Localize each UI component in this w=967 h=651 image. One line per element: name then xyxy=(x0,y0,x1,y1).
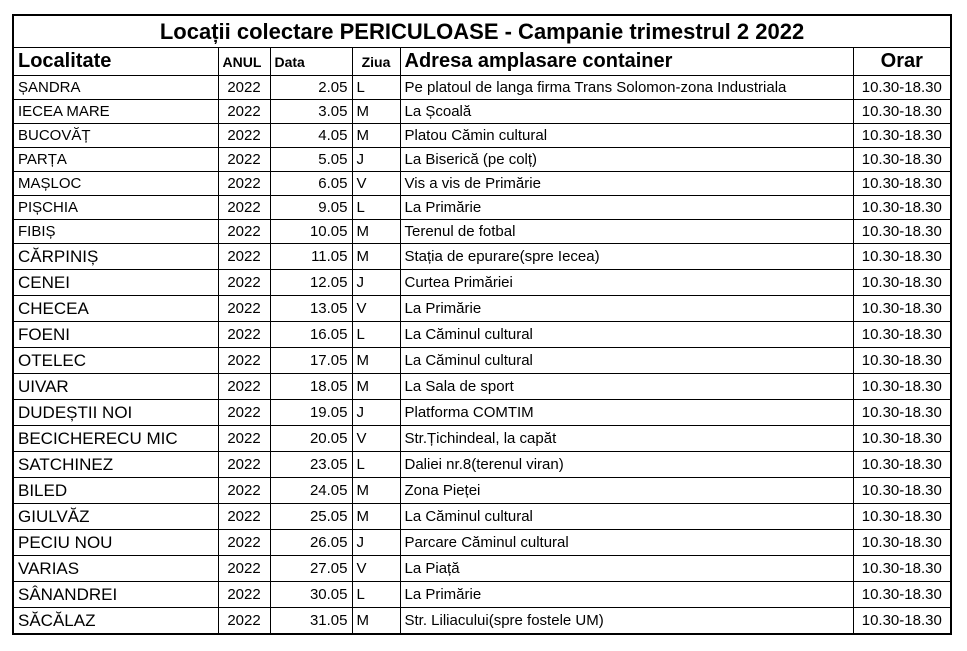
cell-address: Str.Țichindeal, la capăt xyxy=(400,426,853,452)
cell-date: 6.05 xyxy=(270,172,352,196)
cell-hours: 10.30-18.30 xyxy=(853,322,951,348)
cell-hours: 10.30-18.30 xyxy=(853,124,951,148)
table-row xyxy=(13,148,951,172)
cell-date: 16.05 xyxy=(270,322,352,348)
cell-day: M xyxy=(352,100,400,124)
cell-locality: DUDEȘTII NOI xyxy=(13,400,218,426)
header-locality: Localitate xyxy=(13,48,218,76)
cell-year: 2022 xyxy=(218,322,270,348)
cell-day: M xyxy=(352,608,400,635)
cell-locality: CĂRPINIȘ xyxy=(13,244,218,270)
cell-day: V xyxy=(352,296,400,322)
table-row xyxy=(13,348,951,374)
cell-locality: PARȚA xyxy=(13,148,218,172)
cell-locality: VARIAS xyxy=(13,556,218,582)
cell-hours: 10.30-18.30 xyxy=(853,556,951,582)
cell-date: 17.05 xyxy=(270,348,352,374)
title-row xyxy=(13,15,951,48)
cell-address: Str. Liliacului(spre fostele UM) xyxy=(400,608,853,635)
cell-day: J xyxy=(352,530,400,556)
cell-hours: 10.30-18.30 xyxy=(853,374,951,400)
cell-locality: CHECEA xyxy=(13,296,218,322)
cell-day: J xyxy=(352,270,400,296)
cell-hours: 10.30-18.30 xyxy=(853,582,951,608)
cell-address: La Sala de sport xyxy=(400,374,853,400)
cell-day: J xyxy=(352,400,400,426)
cell-date: 24.05 xyxy=(270,478,352,504)
cell-day: M xyxy=(352,504,400,530)
cell-year: 2022 xyxy=(218,100,270,124)
cell-year: 2022 xyxy=(218,530,270,556)
cell-date: 25.05 xyxy=(270,504,352,530)
cell-hours: 10.30-18.30 xyxy=(853,608,951,635)
table-row xyxy=(13,196,951,220)
cell-date: 2.05 xyxy=(270,76,352,100)
cell-date: 9.05 xyxy=(270,196,352,220)
cell-address: Platforma COMTIM xyxy=(400,400,853,426)
cell-day: M xyxy=(352,374,400,400)
cell-year: 2022 xyxy=(218,148,270,172)
cell-year: 2022 xyxy=(218,270,270,296)
cell-hours: 10.30-18.30 xyxy=(853,530,951,556)
cell-address: La Primărie xyxy=(400,582,853,608)
cell-date: 10.05 xyxy=(270,220,352,244)
table-row xyxy=(13,556,951,582)
cell-day: M xyxy=(352,124,400,148)
cell-year: 2022 xyxy=(218,76,270,100)
cell-address: Stația de epurare(spre Iecea) xyxy=(400,244,853,270)
cell-locality: SÂNANDREI xyxy=(13,582,218,608)
cell-year: 2022 xyxy=(218,504,270,530)
table-title: Locații colectare PERICULOASE - Campanie trimestrul 2 2022 xyxy=(13,15,951,48)
cell-locality: CENEI xyxy=(13,270,218,296)
cell-year: 2022 xyxy=(218,374,270,400)
cell-locality: BILED xyxy=(13,478,218,504)
cell-address: Pe platoul de langa firma Trans Solomon-zona Industriala xyxy=(400,76,853,100)
table-row xyxy=(13,172,951,196)
cell-address: La Căminul cultural xyxy=(400,504,853,530)
table-row xyxy=(13,322,951,348)
cell-year: 2022 xyxy=(218,296,270,322)
cell-date: 26.05 xyxy=(270,530,352,556)
table-row xyxy=(13,100,951,124)
cell-date: 31.05 xyxy=(270,608,352,635)
cell-year: 2022 xyxy=(218,452,270,478)
table-row xyxy=(13,296,951,322)
cell-locality: FIBIȘ xyxy=(13,220,218,244)
cell-hours: 10.30-18.30 xyxy=(853,400,951,426)
cell-hours: 10.30-18.30 xyxy=(853,452,951,478)
cell-address: La Piață xyxy=(400,556,853,582)
cell-year: 2022 xyxy=(218,582,270,608)
cell-year: 2022 xyxy=(218,478,270,504)
cell-date: 4.05 xyxy=(270,124,352,148)
cell-day: L xyxy=(352,322,400,348)
cell-locality: OTELEC xyxy=(13,348,218,374)
table-row xyxy=(13,608,951,635)
table-row xyxy=(13,426,951,452)
cell-locality: PIȘCHIA xyxy=(13,196,218,220)
header-year: ANUL xyxy=(218,48,270,76)
cell-day: V xyxy=(352,556,400,582)
cell-date: 19.05 xyxy=(270,400,352,426)
cell-locality: PECIU NOU xyxy=(13,530,218,556)
cell-locality: SĂCĂLAZ xyxy=(13,608,218,635)
cell-hours: 10.30-18.30 xyxy=(853,100,951,124)
cell-locality: BUCOVĂȚ xyxy=(13,124,218,148)
collection-schedule-table xyxy=(12,14,952,635)
cell-hours: 10.30-18.30 xyxy=(853,172,951,196)
cell-day: L xyxy=(352,196,400,220)
cell-locality: BECICHERECU MIC xyxy=(13,426,218,452)
header-day: Ziua xyxy=(352,48,400,76)
cell-address: Vis a vis de Primărie xyxy=(400,172,853,196)
cell-hours: 10.30-18.30 xyxy=(853,478,951,504)
cell-date: 12.05 xyxy=(270,270,352,296)
cell-locality: SATCHINEZ xyxy=(13,452,218,478)
cell-year: 2022 xyxy=(218,124,270,148)
cell-day: M xyxy=(352,244,400,270)
cell-year: 2022 xyxy=(218,426,270,452)
cell-hours: 10.30-18.30 xyxy=(853,348,951,374)
cell-day: V xyxy=(352,426,400,452)
cell-address: Parcare Căminul cultural xyxy=(400,530,853,556)
table-row xyxy=(13,76,951,100)
cell-day: L xyxy=(352,452,400,478)
cell-day: V xyxy=(352,172,400,196)
cell-day: J xyxy=(352,148,400,172)
cell-address: Daliei nr.8(terenul viran) xyxy=(400,452,853,478)
table-row xyxy=(13,504,951,530)
table-row xyxy=(13,374,951,400)
header-address: Adresa amplasare container xyxy=(400,48,853,76)
cell-date: 13.05 xyxy=(270,296,352,322)
cell-date: 30.05 xyxy=(270,582,352,608)
cell-address: Curtea Primăriei xyxy=(400,270,853,296)
cell-hours: 10.30-18.30 xyxy=(853,148,951,172)
cell-address: La Biserică (pe colț) xyxy=(400,148,853,172)
cell-hours: 10.30-18.30 xyxy=(853,270,951,296)
cell-year: 2022 xyxy=(218,220,270,244)
cell-address: La Căminul cultural xyxy=(400,322,853,348)
cell-year: 2022 xyxy=(218,196,270,220)
cell-hours: 10.30-18.30 xyxy=(853,196,951,220)
cell-day: M xyxy=(352,478,400,504)
table-row xyxy=(13,478,951,504)
cell-date: 11.05 xyxy=(270,244,352,270)
cell-year: 2022 xyxy=(218,556,270,582)
cell-hours: 10.30-18.30 xyxy=(853,76,951,100)
cell-address: La Primărie xyxy=(400,296,853,322)
cell-address: La Școală xyxy=(400,100,853,124)
table-row xyxy=(13,530,951,556)
cell-address: La Primărie xyxy=(400,196,853,220)
cell-date: 27.05 xyxy=(270,556,352,582)
cell-address: La Căminul cultural xyxy=(400,348,853,374)
cell-date: 23.05 xyxy=(270,452,352,478)
header-hours: Orar xyxy=(853,48,951,76)
cell-day: M xyxy=(352,348,400,374)
cell-locality: GIULVĂZ xyxy=(13,504,218,530)
table-row xyxy=(13,400,951,426)
cell-locality: ȘANDRA xyxy=(13,76,218,100)
table-row xyxy=(13,452,951,478)
cell-address: Zona Pieței xyxy=(400,478,853,504)
table-row xyxy=(13,582,951,608)
table-row xyxy=(13,124,951,148)
cell-year: 2022 xyxy=(218,608,270,635)
cell-date: 5.05 xyxy=(270,148,352,172)
cell-year: 2022 xyxy=(218,400,270,426)
cell-year: 2022 xyxy=(218,244,270,270)
table-row xyxy=(13,270,951,296)
table-row xyxy=(13,244,951,270)
header-row xyxy=(13,48,951,76)
cell-locality: FOENI xyxy=(13,322,218,348)
cell-day: L xyxy=(352,582,400,608)
cell-day: L xyxy=(352,76,400,100)
cell-hours: 10.30-18.30 xyxy=(853,296,951,322)
cell-hours: 10.30-18.30 xyxy=(853,244,951,270)
cell-date: 20.05 xyxy=(270,426,352,452)
cell-hours: 10.30-18.30 xyxy=(853,426,951,452)
cell-locality: UIVAR xyxy=(13,374,218,400)
cell-hours: 10.30-18.30 xyxy=(853,220,951,244)
header-date: Data xyxy=(270,48,352,76)
cell-address: Platou Cămin cultural xyxy=(400,124,853,148)
cell-year: 2022 xyxy=(218,172,270,196)
cell-date: 3.05 xyxy=(270,100,352,124)
cell-hours: 10.30-18.30 xyxy=(853,504,951,530)
cell-locality: MAȘLOC xyxy=(13,172,218,196)
table-row xyxy=(13,220,951,244)
cell-date: 18.05 xyxy=(270,374,352,400)
cell-address: Terenul de fotbal xyxy=(400,220,853,244)
cell-locality: IECEA MARE xyxy=(13,100,218,124)
cell-day: M xyxy=(352,220,400,244)
cell-year: 2022 xyxy=(218,348,270,374)
